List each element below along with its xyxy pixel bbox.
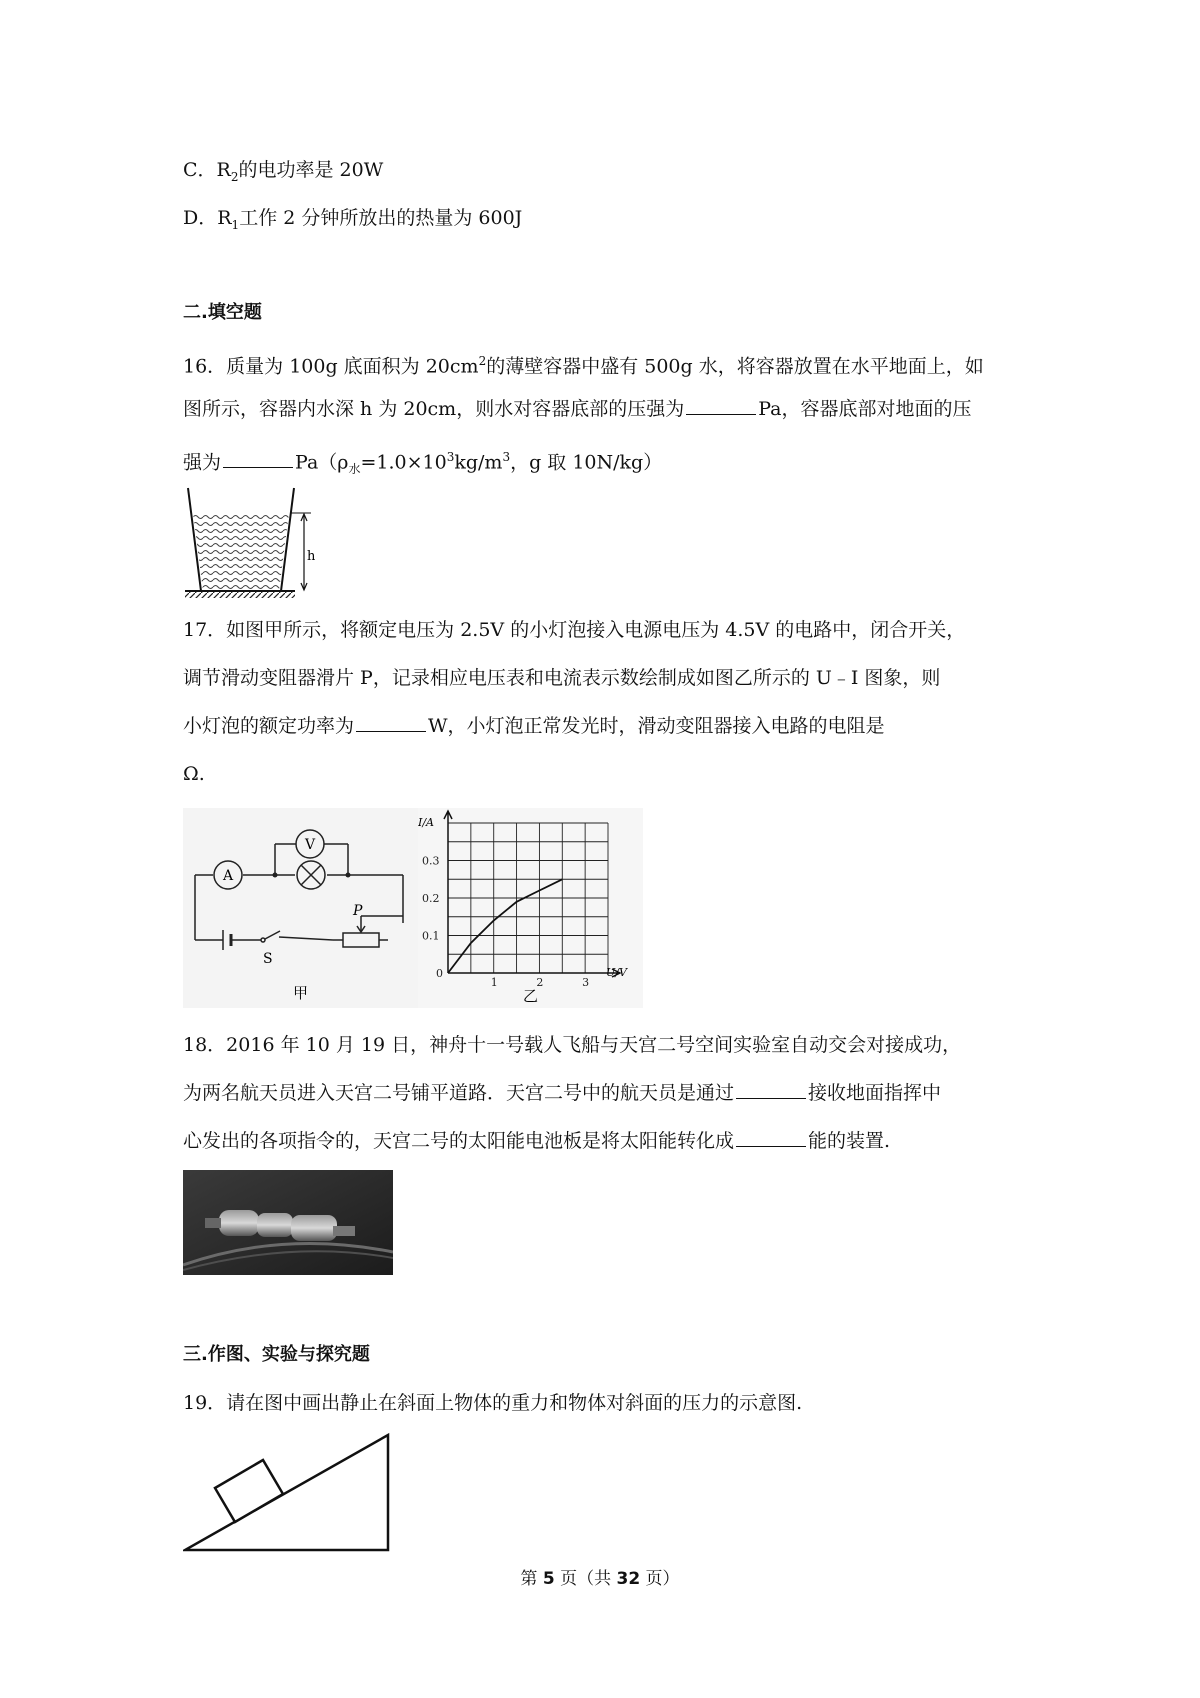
x-tick-label: 1 — [490, 976, 498, 989]
spacecraft-photo — [183, 1170, 393, 1275]
y-tick-label: 0.3 — [422, 854, 440, 868]
q18-line-2: 为两名航天员进入天宫二号铺平道路．天宫二号中的航天员是通过 接收地面指挥中 — [183, 1082, 942, 1104]
page-footer: 第 5 页（共 32 页） — [520, 1569, 680, 1589]
answer-blank[interactable] — [686, 396, 756, 415]
q17-line-4: Ω. — [183, 763, 205, 785]
answer-blank[interactable] — [356, 713, 426, 732]
switch-label: S — [263, 951, 273, 967]
depth-label: h — [307, 549, 316, 564]
answer-blank[interactable] — [223, 449, 293, 468]
container-figure — [183, 485, 318, 600]
ui-graph — [418, 808, 643, 1008]
block-on-incline — [215, 1460, 283, 1522]
svg-text:A: A — [222, 868, 234, 884]
x-tick-label: 0 — [436, 967, 443, 980]
option-d: D．$R_1$工作 2 分钟所放出的热量为 600J — [183, 207, 523, 232]
q18-line-1: 18．2016 年 10 月 19 日，神舟十一号载人飞船与天宫二号空间实验室自动交会对接成功， — [183, 1034, 962, 1056]
water-region — [193, 513, 289, 591]
x-tick-label: 2 — [536, 976, 544, 989]
incline-figure — [183, 1430, 393, 1555]
q17-line-2: 调节滑动变阻器滑片 P，记录相应电压表和电流表示数绘制成如图乙所示的 U﹣I 图象，则 — [183, 667, 941, 689]
q16-line-2: 图所示，容器内水深 h 为 20cm，则水对容器底部的压强为 Pa，容器底部对地面的压 — [183, 398, 972, 420]
q17-line-3: 小灯泡的额定功率为 W，小灯泡正常发光时，滑动变阻器接入电路的电阻是 — [183, 715, 885, 737]
q16-line-1: 16．质量为 100g 底面积为 $20cm^2$的薄壁容器中盛有 500g 水，将容器放置在水平地面上，如 — [183, 354, 984, 378]
graph-caption: 乙 — [523, 987, 539, 1005]
slider-label: P — [353, 903, 363, 919]
q18-line-3: 心发出的各项指令的，天宫二号的太阳能电池板是将太阳能转化成 能的装置. — [183, 1130, 891, 1152]
section-3-heading: 三.作图、实验与探究题 — [183, 1344, 370, 1365]
answer-blank[interactable] — [736, 1128, 806, 1147]
inclined-plane — [185, 1435, 388, 1550]
q19-line-1: 19．请在图中画出静止在斜面上物体的重力和物体对斜面的压力的示意图. — [183, 1392, 803, 1414]
svg-text:V: V — [304, 837, 316, 853]
ground-hatch — [185, 591, 295, 598]
y-axis-label: I/A — [418, 816, 434, 829]
spacecraft-module — [219, 1210, 259, 1236]
answer-blank[interactable] — [736, 1080, 806, 1099]
y-tick-label: 0.2 — [422, 892, 440, 905]
q17-line-1: 17．如图甲所示，将额定电压为 2.5V 的小灯泡接入电源电压为 4.5V 的电路中，闭合开关， — [183, 619, 966, 641]
y-tick-label: 0.1 — [422, 929, 440, 943]
circuit-caption: 甲 — [293, 984, 309, 1002]
circuit-diagram — [183, 808, 418, 1008]
x-tick-label: 3 — [582, 976, 590, 989]
x-axis-label: U/V — [606, 966, 627, 979]
section-2-heading: 二.填空题 — [183, 302, 262, 323]
option-c: C．$R_2$的电功率是 20W — [183, 159, 384, 184]
q16-line-3: 强为 $Pa(\rho_水=1.0\times 10^3kg/m^3$，g 取 10N/kg） — [183, 450, 663, 477]
